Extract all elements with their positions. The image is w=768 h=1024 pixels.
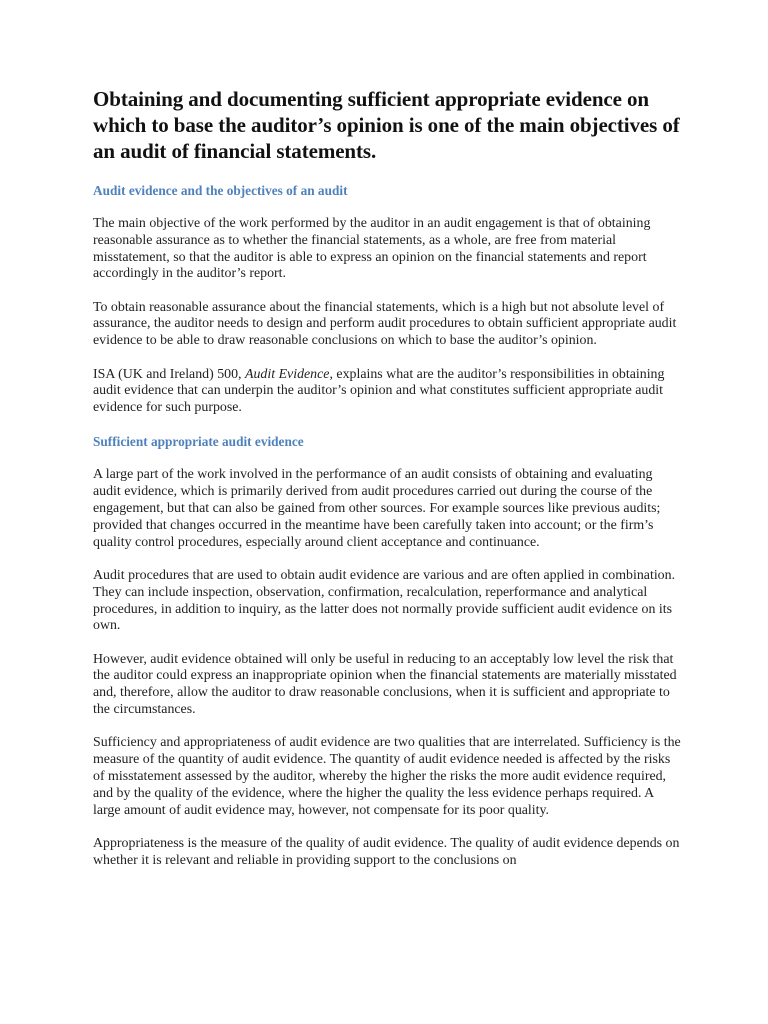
- paragraph-isa-500: [93, 367, 683, 417]
- isa-500-text-after: , explains what are the auditor’s responsibilities in obtaining audit evidence that can underpin the auditor’s opinion and what constitutes sufficient appropriate audit evidence for such purpose.: [93, 366, 665, 416]
- paragraph-appropriateness: Appropriateness is the measure of the quality of audit evidence. The quality of audit evidence depends on whether it is relevant and reliable in providing support to the conclusions on: [93, 835, 680, 868]
- document-page: [93, 86, 683, 886]
- paragraph-audit-procedures: Audit procedures that are used to obtain audit evidence are various and are often applied in combination. They can include inspection, observation, confirmation, recalculation, reperformance and analytical procedures, in addition to inquiry, as the latter does not normally provide sufficient audit evidence on its own.: [93, 567, 676, 634]
- paragraph-reasonable-assurance: To obtain reasonable assurance about the financial statements, which is a high but not absolute level of assurance, the auditor needs to design and perform audit procedures to obtain sufficient appropriate audit evidence to be able to draw reasonable conclusions on which to base the auditor’s opinion.: [93, 299, 677, 349]
- section-heading-sufficient-appropriate: Sufficient appropriate audit evidence: [93, 434, 304, 450]
- isa-500-text-before: ISA (UK and Ireland) 500,: [93, 366, 245, 382]
- paragraph-sufficiency: Sufficiency and appropriateness of audit evidence are two qualities that are interrelated. Sufficiency is the measure of the quantity of audit evidence. The quantity of audit evidence needed is affected by the risks of misstatement assessed by the auditor, whereby the higher the risks the more audit evidence required, and by the quality of the evidence, where the higher the quality the less evidence perhaps required. A large amount of audit evidence may, however, not compensate for its poor quality.: [93, 735, 681, 818]
- paragraph-main-objective: The main objective of the work performed by the auditor in an audit engagement is that of obtaining reasonable assurance as to whether the financial statements, as a whole, are free from material misstatement, so that the auditor is able to express an opinion on the financial statements and report accordingly in the auditor’s report.: [93, 216, 651, 282]
- isa-500-italic-title: Audit Evidence: [245, 366, 330, 382]
- document-title: Obtaining and documenting sufficient appropriate evidence on which to base the auditor’s opinion is one of the main objectives of an audit of financial statements.: [93, 87, 680, 163]
- paragraph-large-part-of-work: A large part of the work involved in the performance of an audit consists of obtaining and evaluating audit evidence, which is primarily derived from audit procedures carried out during the course of the engagement, but that can also be gained from other sources. For example sources like previous audits; provided that changes occurred in the meantime have been carefully taken into account; or the firm’s quality control procedures, especially around client acceptance and continuance.: [93, 467, 661, 550]
- paragraph-however: However, audit evidence obtained will only be useful in reducing to an acceptably low level the risk that the auditor could express an inappropriate opinion when the financial statements are materially misstated and, therefore, allow the auditor to draw reasonable conclusions, when it is sufficient and appropriate to the circumstances.: [93, 651, 677, 718]
- section-heading-audit-evidence-objectives: Audit evidence and the objectives of an audit: [93, 183, 348, 198]
